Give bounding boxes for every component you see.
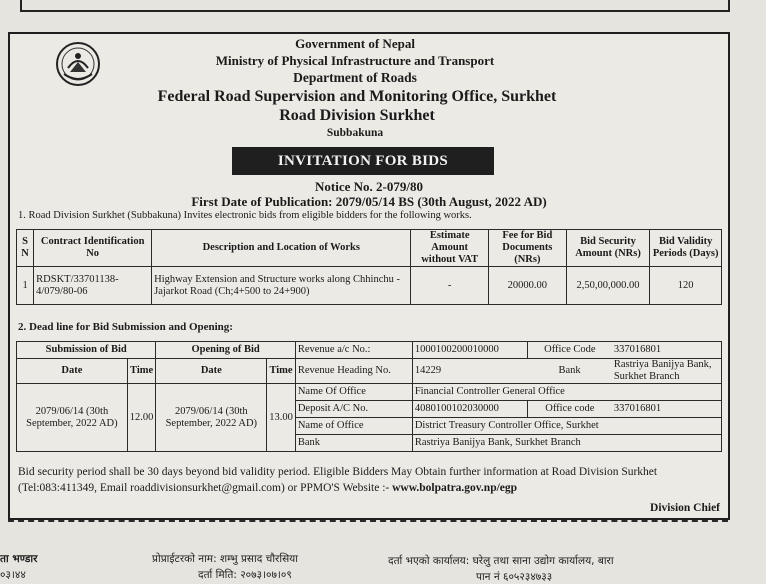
open-date-value: 2079/06/14 (30th September, 2022 AD) <box>156 384 267 452</box>
col-estimate: Estimate Amount without VAT <box>411 230 489 267</box>
col-validity: Bid Validity Periods (Days) <box>650 230 722 267</box>
revenue-ac-value: 1000100200010000 <box>412 342 527 359</box>
sub-time-header: Time <box>127 359 156 384</box>
notice-number: Notice No. 2-079/80 <box>315 179 423 194</box>
adjacent-pan: पान नं ६०५२३४७३३ <box>476 571 553 583</box>
adjacent-left-text: ता भण्डार <box>0 553 38 565</box>
adjacent-notice <box>0 520 766 584</box>
table-row <box>17 267 722 305</box>
cell-validity: 120 <box>650 267 722 305</box>
cell-estimate: - <box>411 267 489 305</box>
name-of-office-value-1: Financial Controller General Office <box>412 384 721 401</box>
works-table <box>16 229 722 305</box>
opening-header: Opening of Bid <box>156 342 295 359</box>
deadline-table <box>16 341 722 452</box>
cell-contract: RDSKT/33701138-4/079/80-06 <box>34 267 152 305</box>
bank-inline-value: Rastriya Banijya Bank, Surkhet Branch <box>612 359 722 384</box>
header-ministry: Ministry of Physical Infrastructure and Transport <box>215 53 495 68</box>
footer-contact-text: (Tel:083:411349, Email roaddivisionsurkhet@gmail.com) or PPMO'S Website :- <box>18 482 393 494</box>
adjacent-left-sub: ०३।४४ <box>0 569 26 581</box>
dashed-divider <box>8 520 728 522</box>
name-of-office-label-2: Name of Office <box>295 418 412 435</box>
cell-description: Highway Extension and Structure works along Chhinchu -Jajarkot Road (Ch;4+500 to 24+900) <box>152 267 411 305</box>
header-location: Subbakuna <box>326 127 384 139</box>
office-code-label-2: Office code <box>527 401 612 418</box>
deposit-value: 4080100102030000 <box>412 401 527 418</box>
deposit-label: Deposit A/C No. <box>295 401 412 418</box>
intro-text: 1. Road Division Surkhet (Subbakuna) Invites electronic bids from eligible bidders for the following works. <box>18 210 472 221</box>
previous-notice-frame <box>20 0 730 12</box>
revenue-heading-label: Revenue Heading No. <box>295 359 412 384</box>
open-time-header: Time <box>267 359 296 384</box>
sub-time-value: 12.00 <box>127 384 156 452</box>
page-title: INVITATION FOR BIDS <box>232 147 494 175</box>
name-of-office-value-2: District Treasury Controller Office, Surkhet <box>412 418 721 435</box>
cell-sn: 1 <box>17 267 34 305</box>
header-division: Road Division Surkhet <box>279 107 435 124</box>
footer-contact <box>18 482 517 494</box>
office-code-value-2: 337016801 <box>612 401 722 418</box>
previous-notice-border <box>0 0 766 14</box>
sub-date-value: 2079/06/14 (30th September, 2022 AD) <box>17 384 128 452</box>
cell-fee: 20000.00 <box>489 267 567 305</box>
col-security: Bid Security Amount (NRs) <box>566 230 650 267</box>
revenue-heading-value: 14229 <box>412 359 527 384</box>
cell-security: 2,50,00,000.00 <box>566 267 650 305</box>
open-date-header: Date <box>156 359 267 384</box>
col-sn: S N <box>17 230 34 267</box>
bank-value: Rastriya Banijya Bank, Surkhet Branch <box>412 435 721 452</box>
header-government: Government of Nepal <box>295 36 415 51</box>
bank-inline-label: Bank <box>527 359 612 384</box>
adjacent-reg-date: दर्ता मिति: २०७३।०७।०९ <box>198 569 292 581</box>
submission-header: Submission of Bid <box>17 342 156 359</box>
office-code-value: 337016801 <box>612 342 722 359</box>
works-header-row <box>17 230 722 267</box>
office-code-label: Office Code <box>527 342 612 359</box>
revenue-ac-label: Revenue a/c No.: <box>295 342 412 359</box>
col-fee: Fee for Bid Documents (NRs) <box>489 230 567 267</box>
name-of-office-label-1: Name Of Office <box>295 384 412 401</box>
footer-security-note: Bid security period shall be 30 days beyond bid validity period. Eligible Bidders May Obtain further information at Road Division Surkhet <box>18 466 658 478</box>
header-office: Federal Road Supervision and Monitoring Office, Surkhet <box>157 88 557 105</box>
adjacent-proprietor: प्रोप्राईटरको नाम: शम्भु प्रसाद चौरसिया <box>152 553 298 565</box>
bid-notice <box>8 32 730 520</box>
signature-division-chief: Division Chief <box>650 502 720 514</box>
col-description: Description and Location of Works <box>152 230 411 267</box>
section-deadline-heading: 2. Dead line for Bid Submission and Opening: <box>18 321 233 333</box>
website-link[interactable]: www.bolpatra.gov.np/egp <box>392 482 518 494</box>
col-contract: Contract Identification No <box>34 230 152 267</box>
open-time-value: 13.00 <box>267 384 296 452</box>
sub-date-header: Date <box>17 359 128 384</box>
header-department: Department of Roads <box>293 70 417 85</box>
publication-date: First Date of Publication: 2079/05/14 BS (30th August, 2022 AD) <box>191 194 547 209</box>
adjacent-office: दर्ता भएको कार्यालय: घरेलु तथा साना उद्योग कार्यालय, बारा <box>388 555 614 567</box>
bank-label: Bank <box>295 435 412 452</box>
